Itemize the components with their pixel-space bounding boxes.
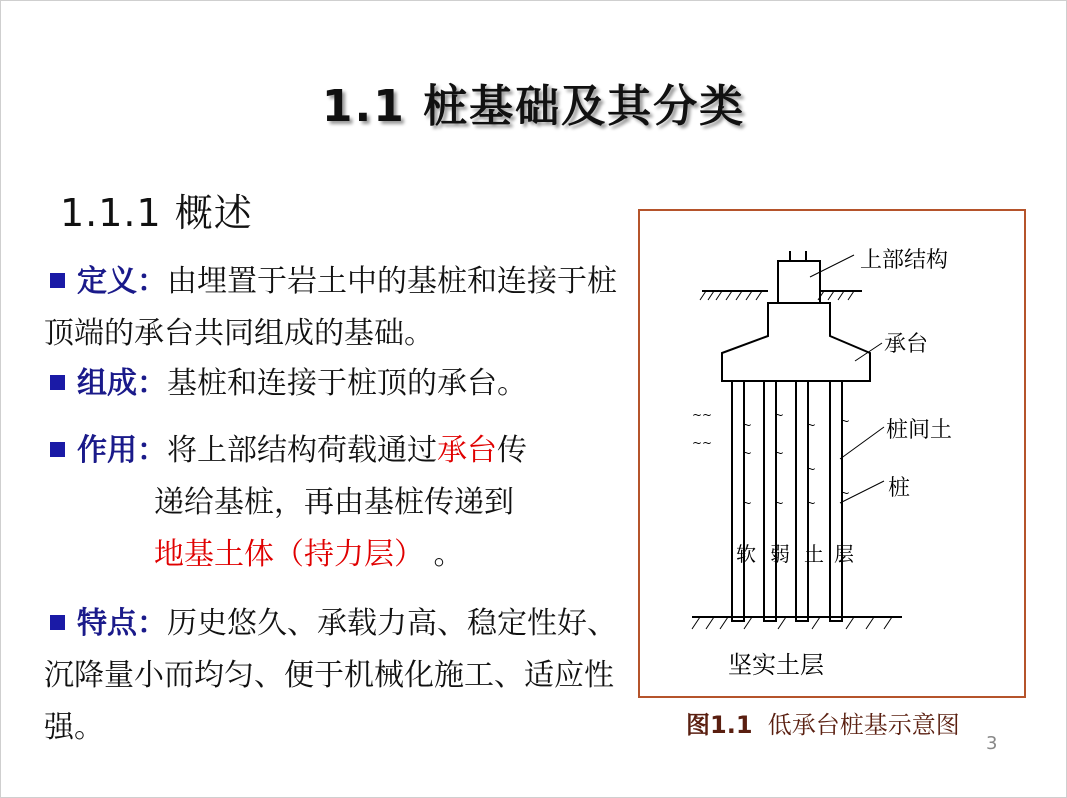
slide-title: 1.1 桩基础及其分类 — [321, 81, 746, 132]
label-superstructure: 上部结构 — [860, 248, 949, 273]
svg-text:~: ~ — [806, 418, 817, 432]
keyword: 作用 — [77, 433, 137, 468]
label-soft-layer-3: 土 — [804, 542, 824, 566]
figure-caption: 图1.1 低承台桩基示意图 — [686, 711, 960, 739]
label-firm-layer: 坚实土层 — [728, 651, 824, 679]
pile-foundation-figure — [638, 209, 1026, 698]
bullet-composition: 组成：基桩和连接于桩顶的承台。 — [44, 358, 624, 410]
keyword: 特点 — [77, 606, 137, 641]
label-soft-layer-1: 软 — [736, 542, 756, 566]
svg-text:~: ~ — [774, 496, 785, 510]
label-pile-cap: 承台 — [884, 332, 929, 357]
svg-text:~: ~ — [774, 446, 785, 460]
bullet-definition: 定义：由埋置于岩土中的基桩和连接于桩顶端的承台共同组成的基础。 — [44, 264, 617, 351]
bullet-features: 特点：历史悠久、承载力高、稳定性好、沉降量小而均匀、便于机械化施工、适应性强。 — [44, 606, 617, 745]
bullet-square-icon — [50, 615, 65, 630]
svg-text:~: ~ — [840, 486, 851, 500]
svg-text:~: ~ — [806, 462, 817, 476]
svg-text:~: ~ — [840, 414, 851, 428]
highlight-text: 承台 — [437, 433, 497, 468]
svg-text:~: ~ — [742, 418, 753, 432]
bullet-square-icon — [50, 442, 65, 457]
bullet-text: 由埋置于岩土中的基桩和连接于桩顶端的承台共同组成的基础。 — [44, 264, 617, 351]
label-soft-layer-2: 弱 — [770, 542, 790, 566]
label-soil-between-piles: 桩间土 — [886, 418, 953, 443]
pile-foundation-diagram — [640, 211, 1024, 696]
highlight-text: 地基土体（持力层） — [154, 537, 424, 572]
svg-text:~~: ~~ — [692, 408, 713, 422]
svg-text:~: ~ — [806, 496, 817, 510]
bullet-text: 历史悠久、承载力高、稳定性好、沉降量小而均匀、便于机械化施工、适应性强。 — [44, 606, 617, 745]
keyword: 组成 — [77, 366, 137, 401]
section-heading: 1.1.1 概述 — [60, 191, 253, 235]
page-number: 3 — [986, 733, 998, 754]
pile-cap-shape — [722, 303, 870, 381]
soft-soil-texture — [692, 408, 850, 510]
label-pile: 桩 — [888, 476, 911, 501]
bullet-text: 基桩和连接于桩顶的承台。 — [167, 366, 527, 401]
svg-text:~: ~ — [774, 408, 785, 422]
superstructure-column — [778, 261, 820, 303]
bullet-square-icon — [50, 375, 65, 390]
bullet-function: 作用：将上部结构荷载通过承台传 递给基桩，再由基桩传递到 地基土体（持力层） 。 — [44, 425, 624, 581]
label-soft-layer-4: 层 — [834, 542, 854, 566]
svg-text:~: ~ — [742, 446, 753, 460]
bullet-square-icon — [50, 273, 65, 288]
svg-text:~: ~ — [742, 496, 753, 510]
keyword: 定义 — [77, 264, 137, 299]
svg-text:~~: ~~ — [692, 436, 713, 450]
